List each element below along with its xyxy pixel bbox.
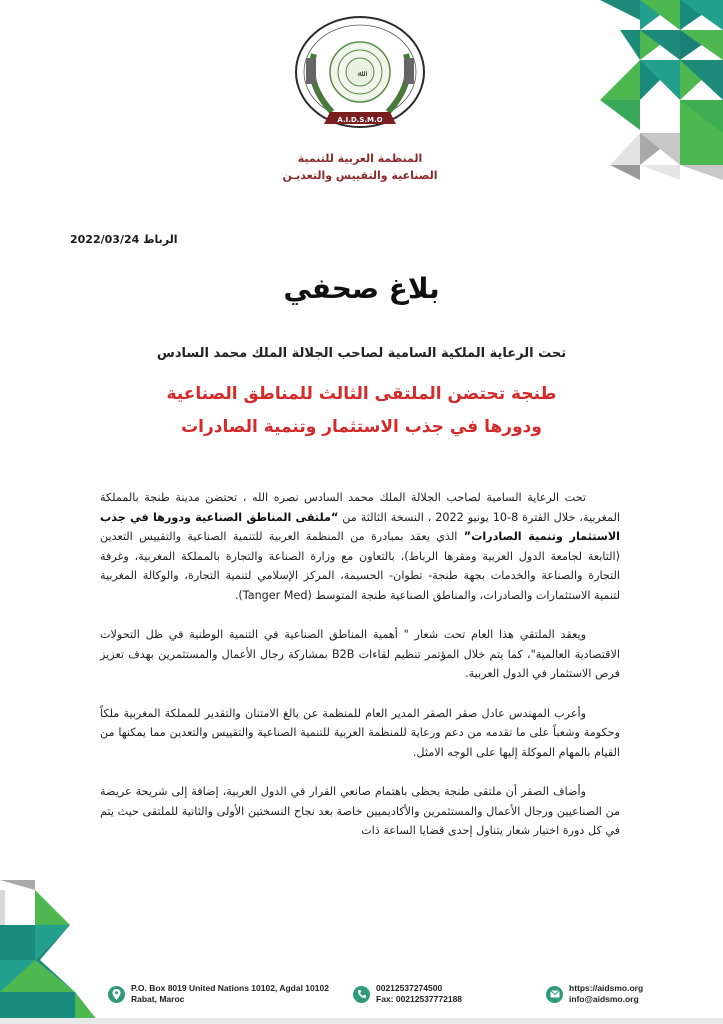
svg-text:A.I.D.S.M.O: A.I.D.S.M.O [337, 116, 383, 124]
forum-name: “ملتقى المناطق الصناعية ودورها في جذب الاستثمار وتنمية الصادرات” [100, 510, 620, 543]
location-pin-icon [108, 986, 125, 1003]
organization-name [260, 150, 460, 184]
footer-web [546, 983, 643, 1005]
headline [0, 378, 723, 444]
phone-number[interactable]: 00212537274500 [376, 983, 443, 993]
email-link[interactable]: info@aidsmo.org [569, 994, 639, 1004]
org-name-line1: المنظمة العربية للتنمية [297, 152, 423, 165]
org-name-line2: الصناعية والتقييس والتعديـن [282, 169, 438, 182]
fax-number: Fax: 00212537772188 [376, 994, 463, 1004]
footer-phone [353, 983, 462, 1005]
footer-address: P.O. Box 8019 United Nations 10102, Agdal 10102 Rabat, Maroc [108, 983, 329, 1005]
headline-line2: ودورها في جذب الاستثمار وتنمية الصادرات [181, 417, 542, 437]
footer-contact [0, 983, 723, 1013]
phone-icon [353, 986, 370, 1003]
page-title: بلاغ صحفي [283, 272, 440, 305]
date-location: الرباط 2022/03/24 [70, 233, 178, 246]
top-right-triangle-pattern [580, 0, 723, 180]
paragraph-2: ويعقد الملتقي هذا العام تحت شعار " أهمية المناطق الصناعية في التنمية الوطنية في ظل التحولات الاقتصادية العالمية"، كما يتم خلال المؤتمر تنظيم لقاءات B2B بمشاركة رجال الأعمال والمستثمرين بهدف تعزيز فرص الاستثمار في الدول العربية. [100, 628, 620, 680]
aidsmo-emblem-icon [292, 14, 428, 134]
patronage-line: تحت الرعاية الملكية السامية لصاحب الجلالة الملك محمد السادس [156, 346, 567, 361]
paragraph-1: تحت الرعاية السامية لصاحب الجلالة الملك محمد السادس نصره الله ، تحتضن مدينة طنجة بالمملكة المغربية، خلال الفترة 8-10 يونيو 2022 ، النسخة الثالثة من “ملتقى المناطق الصناعية ودورها في جذب الاستثمار وتنمية الصادرات” الذي يعقد بمبادرة من المنظمة العربية للتنمية الصناعية والتقييس التعدين (التابعة لجامعة الدول العربية ومقرها الرباط)، بالتعاون مع وزارة الصناعة والتجارة بالمملكة المغربية، وغرفة التجارة والصناعة والخدمات بجهة طنجة- تطوان- الحسيمة، المركز الإسلامي لتنمية التجارة، والوكالة المغربية لتنمية الاستثمارات والصادرات، والمناطق الصناعية طنجة المتوسط (Tanger Med). [100, 491, 620, 602]
press-release-body [100, 488, 620, 861]
bottom-divider [0, 1018, 723, 1024]
svg-text:ﷲ: ﷲ [357, 69, 363, 78]
paragraph-3: وأعرب المهندس عادل صقر الصقر المدير العام للمنظمة عن بالغ الامتنان والتقدير للمملكة المغربية ملكاً وحكومة وشعباً على ما تقدمه من دعم ورعاية للمنظمة العربية للتنمية الصناعية والتقييس والتعدين مما يمكنها من القيام بالمهام الموكلة إليها على الوجه الامثل. [100, 706, 620, 759]
organization-logo [292, 14, 428, 134]
headline-line1: طنجة تحتضن الملتقى الثالث للمناطق الصناعية [166, 384, 557, 404]
email-icon [546, 986, 563, 1003]
paragraph-4: وأضاف الصقر أن ملتقى طنجة يحظى باهتمام صانعي القرار في الدول العربية، إضافة إلى شريحة عريضة من الصناعيين ورجال الأعمال والمستثمرين والأكاديميين خاصة بعد نجاح النسختين الأولى والثانية للملتقى حيث يتم في كل دورة اختيار شعار يتناول إحدى قضايا الساعة ذات [100, 785, 620, 837]
website-link[interactable]: https://aidsmo.org [569, 983, 644, 993]
